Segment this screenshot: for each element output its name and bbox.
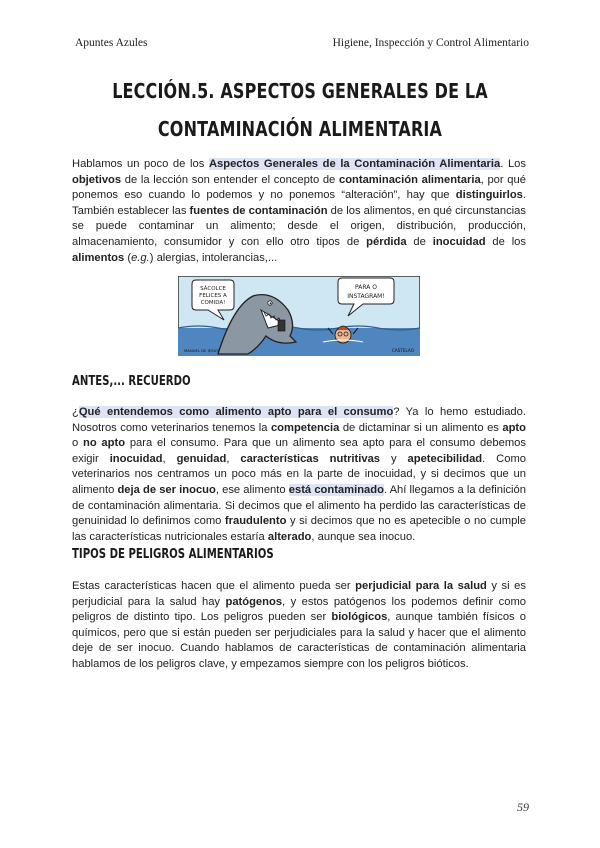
text: ) alergias, intolerancias,... [149, 251, 278, 264]
bubble-left-line1: SÁCOLCE [200, 286, 226, 292]
bubble-right-line1: PARA O [355, 284, 377, 291]
bold-term: contaminación alimentaria [338, 173, 481, 186]
bold-term: competencia [270, 421, 340, 434]
text: de [406, 235, 433, 248]
bold-term: genuidad [176, 452, 227, 465]
bubble-left-line2: FELICES A [199, 293, 227, 299]
text: , aunque sea inocuo. [311, 530, 416, 543]
header-left: Apuntes Azules [75, 37, 148, 49]
page-number: 59 [517, 800, 529, 814]
text: y [380, 452, 408, 465]
text: Estas características hacen que el alimento pueda ser [72, 580, 356, 592]
bold-term: fraudulento [224, 515, 287, 528]
text: ( [124, 251, 132, 264]
text: ? Ya lo hemo estudiado. Nosotros como veterinarios tenemos la [72, 406, 526, 434]
text: de los [485, 235, 526, 248]
italic-term: e.g. [131, 251, 150, 264]
text: o [72, 437, 83, 450]
text: para el consumo. Para que un alimento sea apto para el consumo debemos exigir [72, 437, 526, 465]
bubble-left-line3: COMIDA! [200, 300, 226, 306]
bold-term: distinguirlos [455, 189, 523, 202]
lesson-title: LECCIÓN.5. ASPECTOS GENERALES DE LA CONTAMINACIÓN ALIMENTARIA [112, 79, 488, 141]
bold-term: pérdida [366, 235, 407, 248]
text: de dictaminar si un alimento es [339, 421, 503, 434]
text: , y estos patógenos los podemos definir como peligros de distinto tipo. Los peligros pueden ser [72, 595, 527, 624]
text: , por qué ponemos eso cuando lo podemos y no ponemos “alteración”, hay que [72, 173, 526, 202]
highlighted-term: Aspectos Generales de la Contaminación Alimentaria [208, 158, 501, 170]
bold-term: alterado [267, 530, 312, 543]
text: de los alimentos, en qué circunstancias se puede contaminar un alimento; desde el origen, distribución, producción, almacenamiento, consumidor y con ello otro tipos de [72, 204, 526, 248]
text: . También establecer las [72, 189, 526, 217]
section-heading-tipos: TIPOS DE PELIGROS ALIMENTARIOS [72, 547, 274, 562]
signature-right: CASTELAO [391, 348, 414, 353]
text: y si es perjudicial para la salud hay [72, 580, 526, 608]
text: , aunque también físicos o químicos, pero que si están pueden ser perjudiciales para la salud y hacer que el alimento deje de ser inocuo. Cuando hablamos de características de contaminación alimentaria hablamos de los peligros clave, y empezamos siempre con los peligros bióticos. [72, 611, 526, 670]
bold-term: deja de ser inocuo [117, 483, 216, 496]
intro-paragraph [72, 157, 526, 266]
text: ¿ [72, 406, 79, 418]
bold-term: perjudicial para la salud [355, 580, 487, 592]
bold-term: alimentos [72, 251, 125, 264]
highlighted-term: Qué entendemos como alimento apto para el consumo [78, 406, 394, 418]
text: . Como veterinarios nos centramos un poco más en la parte de inocuidad, y si decimos que un alimento [72, 452, 527, 496]
bold-term: apetecibilidad [407, 452, 483, 465]
bold-term: fuentes de contaminación [189, 204, 328, 217]
text: de la lección son entender el concepto de [121, 173, 339, 186]
header-right: Higiene, Inspección y Control Alimentario [332, 37, 529, 49]
text: , ese alimento [215, 483, 289, 496]
highlighted-term: está contaminado [288, 483, 384, 496]
bold-term: no apto [83, 437, 126, 450]
section-heading-antes: ANTES,... RECUERDO [72, 374, 191, 389]
text: . Ahí llegamos a la definición de contaminación alimentaria. Si decimos que el alimento ha perdido las características de genuinidad lo definimos como [72, 483, 526, 528]
bold-term: apto [502, 421, 526, 434]
text: . Los [500, 158, 527, 170]
bold-term: biológicos [331, 611, 388, 624]
bold-term: objetivos [72, 173, 122, 186]
text: , [162, 452, 177, 465]
signature-left: MANUEL DE JESÚS [184, 348, 219, 353]
text: Hablamos un poco de los [72, 158, 209, 170]
section1-paragraph [72, 405, 526, 545]
bold-term: inocuidad [432, 235, 486, 248]
text: y si decimos que no es apetecible o no cumple las características nutricionales estaría [72, 515, 527, 543]
text: , [226, 452, 241, 465]
bold-term: patógenos [225, 595, 283, 608]
section2-paragraph [72, 579, 526, 673]
shark-cartoon [178, 276, 420, 356]
bubble-right-line2: INSTAGRAM! [347, 293, 385, 300]
bold-term: características nutritivas [240, 452, 381, 465]
bold-term: inocuidad [109, 452, 163, 465]
